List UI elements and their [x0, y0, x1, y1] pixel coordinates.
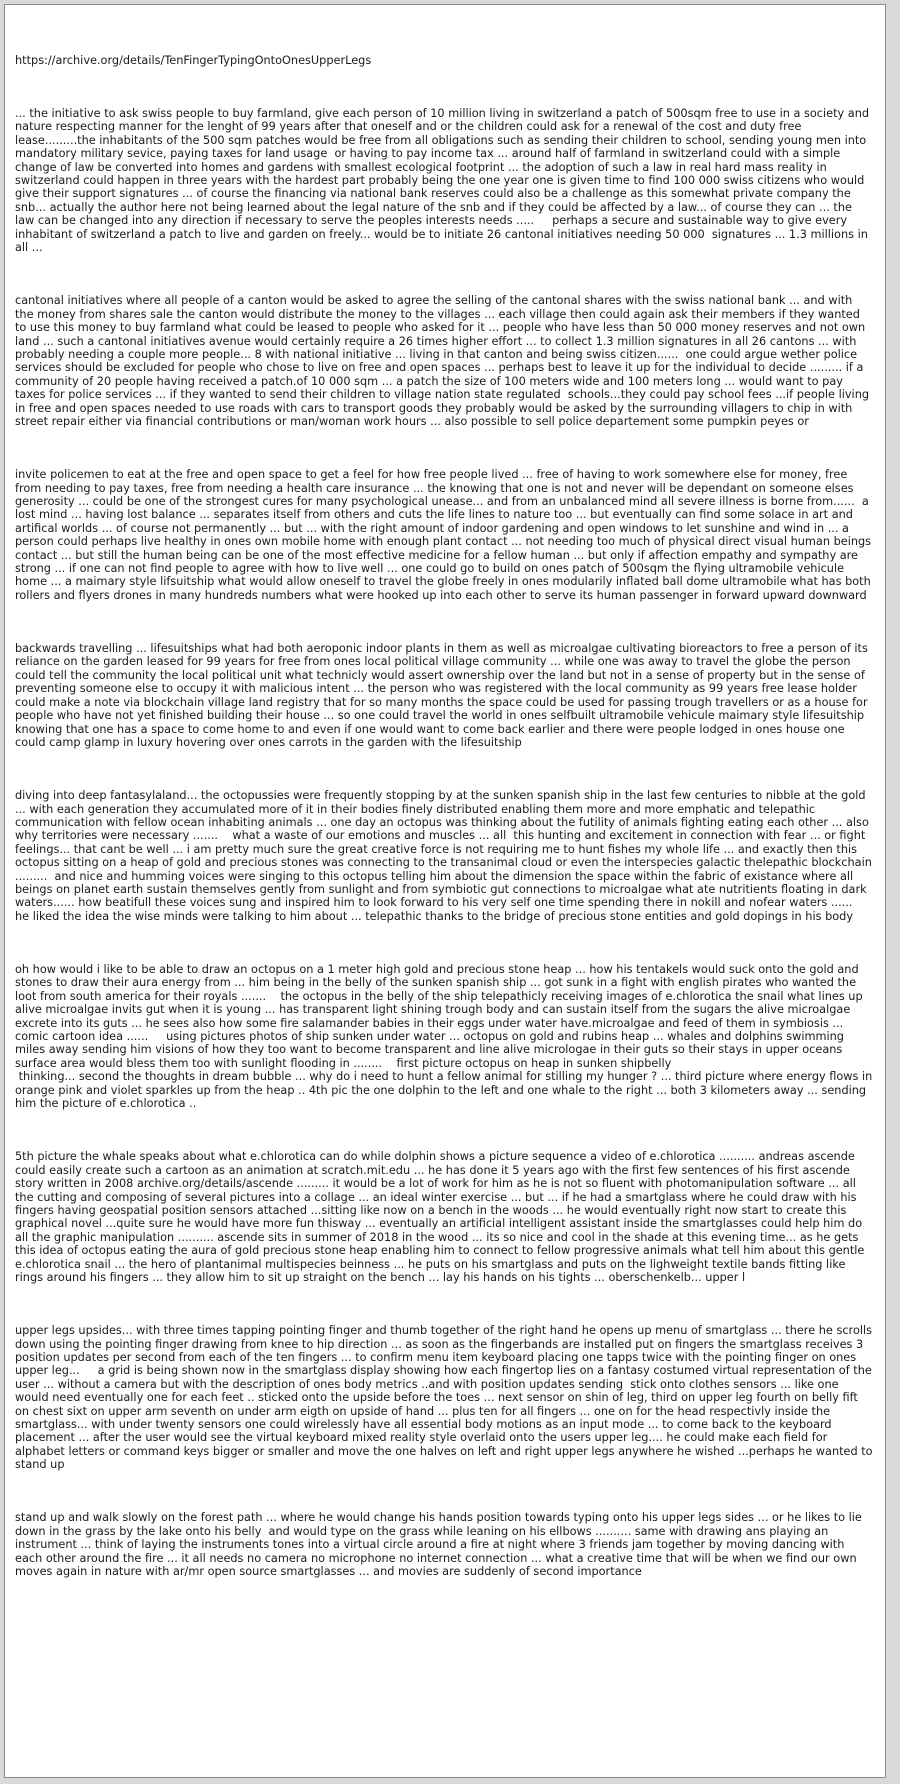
paragraph: backwards travelling ... lifesuitships what had both aeroponic indoor plants in them as well as microalgae cultivating bioreactors to free a person of its reliance on the garden leased for 99 years for free from ones local political village community ... while one was away to travel the globe the person could tell the community the local political unit what technicly would assert ownership over the land but not in a sense of property but in the sense of preventing someone else to occupy it with malicious intent ... the person who was registered with the local community as 99 years free lease holder could make a note via blockchain village land registry that for so many months the space could be used for passing trough travellers or as a house for people who have not yet finished building their house ... so one could travel the world in ones selfbuilt ultramobile vehicule maimary style lifesuitship knowing that one has a space to come home to and even if one would want to come back earlier and there were people lodged in ones house one could camp glamp in luxury hovering over ones carrots in the garden with the lifesuitship [15, 642, 872, 749]
paragraph: stand up and walk slowly on the forest path ... where he would change his hands position towards typing onto his upper legs sides ... or he likes to lie down in the grass by the lake onto his belly and would type on the grass while leaning on his ellbows .......... same with drawing ans playing an instrument ... think of laying the instruments tones into a virtual circle around a fire at night where 3 friends jam together by moving dancing with each other around the fire ... it all needs no camera no microphone no internet connection ... what a creative time that will be when we find our own moves again in nature with ar/mr open source smartglasses ... and movies are suddenly of second importance [15, 1511, 866, 1579]
paragraph: 5th picture the whale speaks about what e.chlorotica can do while dolphin shows a picture sequence a video of e.chlorotica .......... andreas ascende could easily create such a cartoon as an animation at scratch.mit.edu ... he has done it 5 years ago with the first few sentences of his first ascende story written in 2008 archive.org/details/ascende ......... it would be a lot of work for him as he is not so fluent with photomanipulation software ... all the cutting and composing of several pictures into a collage ... an ideal winter exercise ... but ... if he had a smartglass where he could draw with his fingers having geospatial position sensors attached ...sitting like now on a bench in the woods ... he would eventually right now start to create this graphical novel ...quite sure he would have more fun thisway ... eventually an artificial intelligent assistant inside the smartglasses could help him do all the graphic manipulation .......... ascende sits in summer of 2018 in the wood ... its so nice and cool in the shade at this evening time... as he gets this idea of octopus eating the aura of gold precious stone heap enabling him to connect to fellow progressive animals what tell him about this gentle e.chlorotica snail ... the hero of plantanimal multispecies beinness ... he puts on his smartglass and puts on the lighweight textile bands fitting like rings around his fingers ... they allow him to sit up straight on the bench ... lay his hands on his tights ... oberschenkelb... upper l [15, 1150, 868, 1284]
source-url[interactable]: https://archive.org/details/TenFingerTypingOntoOnesUpperLegs [15, 53, 372, 67]
paragraph: invite policemen to eat at the free and open space to get a feel for how free people lived ... free of having to work somewhere else for money, free from needing to pay taxes, free from needing a health care insurance ... the knowing that one is not and never will be dependant on someone elses generosity ... could be one of the strongest cures for many psychological unease... and from an unbalanced mind all severe illness is borne from...... a lost mind ... having lost balance ... separates itself from others and cuts the life lines to nature too ... but eventually can find some solace in art and artifical worlds ... of course not permanently ... but ... with the right amount of indoor gardening and open windows to let sunshine and wind in ... a person could perhaps live healthy in ones own mobile home with enough plant contact ... not needing too much of physical direct visual human beings contact ... but still the human being can be one of the most effective medicine for a fellow human ... but only if affection empathy and sympathy are strong ... if one can not find people to agree with how to live well ... one could go to build on ones patch of 500sqm the flying ultramobile vehicule home ... a maimary style lifsuitship what would allow oneself to travel the globe freely in ones modularily inflated ball dome ultramobile what has both rollers and flyers drones in many hundreds numbers what were hooked up into each other to serve its human passenger in forward upward downward [15, 468, 875, 602]
paragraph: upper legs upsides... with three times tapping pointing finger and thumb together of the right hand he opens up menu of smartglass ... there he scrolls down using the pointing finger drawing from knee to hip direction ... as soon as the fingerbands are installed put on fingers the smartglass receives 3 position updates per second from each of the ten fingers ... to confirm menu item keyboard placing one tapps twice with the pointing finger on ones upper leg... a grid is being shown now in the smartglass display showing how each fingertop lies on a fantasy costumed virtual representation of the user ... without a camera but with the description of ones body metrics ..and with position updates sending stick onto clothes sensors ... like one would need eventually one for each feet .. sticked onto the upside before the toes ... next sensor on shin of leg, third on upper leg fourth on belly fift on chest sixt on upper arm seventh on under arm eigth on upside of hand ... plus ten for all fingers ... one on for the head respectivly inside the smartglass... with under twenty sensors one could wirelessly have all essential body motions as an input mode ... to come back to the keyboard placement ... after the user would see the virtual keyboard mixed reality style overlaid onto the users upper leg.... he could make each field for alphabet letters or command keys bigger or smaller and move the one halves on left and right upper legs anywhere he wished ...perhaps he wanted to stand up [15, 1324, 877, 1472]
document-page [4, 4, 886, 1778]
paragraph: cantonal initiatives where all people of a canton would be asked to agree the selling of the cantonal shares with the swiss national bank ... and with the money from shares sale the canton would distribute the money to the villages ... each village then could again ask their members if they wanted to use this money to buy farmland what could be leased to people who asked for it ... people who have less than 50 000 money reserves and not own land ... such a cantonal initiatives avenue would certainly require a 26 times higher effort ... to collect 1.3 million signatures in all 26 cantons ... with probably needing a couple more people... 8 with national initiative ... living in that canton and being swiss citizen...... one could argue wether police services should be excluded for people who chose to live on free and open spaces ... perhaps best to leave it up for the individual to decide ......... if a community of 20 people having received a patch.of 10 000 sqm ... a patch the size of 100 meters wide and 100 meters long ... would want to pay taxes for police services ... if they wanted to send their children to village nation state regulated schools...they could pay school fees ...if people living in free and open spaces needed to use roads with cars to transport goods they probably would be asked by the surrounding villagers to chip in with street repair either via financial contributions or man/woman work hours ... also possible to sell police departement some pumpkin peyes or [15, 294, 873, 428]
document-content [5, 5, 885, 1628]
paragraph: diving into deep fantasylaland... the octopussies were frequently stopping by at the sunken spanish ship in the last few centuries to nibble at the gold ... with each generation they accumulated more of it in their bodies finely distributed enabling them more and more emphatic and telepathic communication with fellow ocean inhabiting animals ... one day an octopus was thinking about the futility of animals fighting eating each other ... also why territories were necessary ....... what a waste of our emotions and muscles ... all this hunting and excitement in connection with fear ... or fight feelings... that cant be well ... i am pretty much sure the great creative force is not requiring me to hunt fishes my whole life ... and exactly then this octopus sitting on a heap of gold and precious stones was connecting to the transanimal cloud or even the interspecies galactic thelepathic blockchain ......... and nice and humming voices were singing to this octopus telling him about the dimension the space within the fabric of existance where all beings on planet earth sustain themselves gently from sunlight and from symbiotic gut connections to microalgae what ate nutritients floating in dark waters...... how beatifull these voices sung and inspired him to look forward to his very self one time spending there in nokill and nofear waters ...... he liked the idea the wise minds were talking to him about ... telepathic thanks to the bridge of precious stone entities and gold dopings in his body [15, 789, 876, 923]
paragraph: oh how would i like to be able to draw an octopus on a 1 meter high gold and precious stone heap ... how his tentakels would suck onto the gold and stones to draw their aura energy from ... him being in the belly of the sunken spanish ship ... got sunk in a fight with english pirates who wanted the loot from south america for their royals ....... the octopus in the belly of the ship telepathicly receiving images of e.chlorotica the snail what lines up alive microalgae invits gut when it is young ... has transparent light shining trough body and can sustain itself from the sugars the alive microalgae excrete into its guts ... he sees also how some fire salamander babies in their eggs under water have.microalgae and feed of them in symbiosis ... comic cartoon idea ...... using pictures photos of ship sunken under water ... octopus on gold and rubins heap ... whales and dolphins swimming miles away sending him visions of how they too want to become transparent and line alive micrologae in their guts so their stays in upper oceans surface area would bless them too with sunlight flooding in ........ first picture octopus on heap in sunken shipbelly thinking... second the thoughts in dream bubble ... why do i need to hunt a fellow animal for stilling my hunger ? ... third picture where energy flows in orange pink and violet sparkles up from the heap .. 4th pic the one dolphin to the left and one whale to the right ... both 3 kilometers away ... sending him the picture of e.chlorotica .. [15, 963, 873, 1111]
paragraph: ... the initiative to ask swiss people to buy farmland, give each person of 10 million living in switzerland a patch of 500sqm free to use in a society and nature respecting manner for the lenght of 99 years after that oneself and or the children could ask for a renewal of the cost and duty free lease.........the inhabitants of the 500 sqm patches would be free from all obligations such as sending their children to school, sending young men into mandatory military sevice, paying taxes for land usage or having to pay income tax ... around half of farmland in switzerland could with a simple change of law be converted into homes and gardens with smallest ecological footprint ... the adoption of such a law in real hard mass reality in switzerland could happen in three years with the hardest part probably being the one year one is given time to find 100 000 swiss citizens who would give their support signatures ... of course the financing via national bank reserves could also be a challenge as this somewhat private company the snb... actually the author here not being learned about the legal nature of the snb and if they could be affected by a law... of course they can ... the law can be changed into any direction if necessary to serve the peoples interests needs ..... perhaps a secure and sustainable way to give every inhabitant of switzerland a patch to live and garden on freely... would be to initiate 26 cantonal initiatives needing 50 000 signatures ... 1.3 millions in all ... [15, 107, 873, 255]
